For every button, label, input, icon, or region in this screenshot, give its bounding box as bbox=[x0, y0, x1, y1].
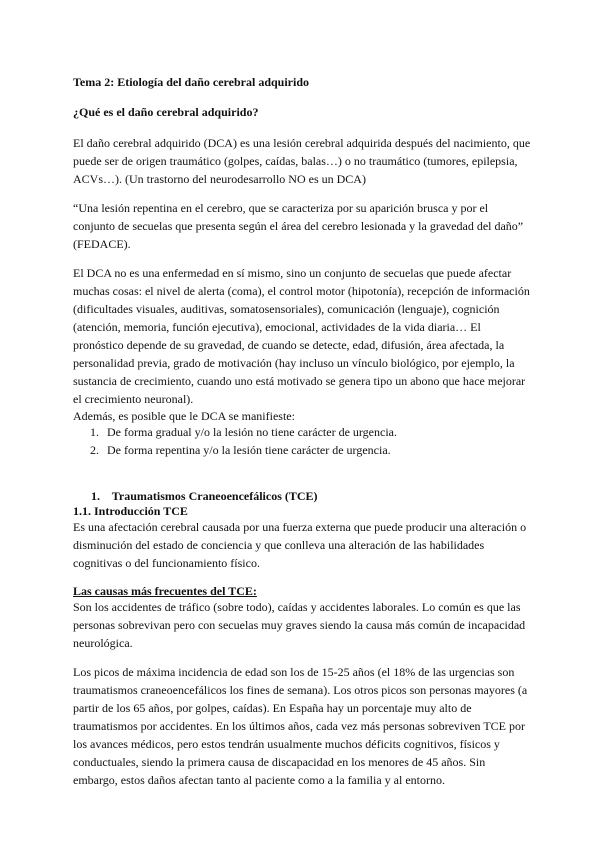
section-number: 1. bbox=[91, 489, 100, 503]
causes-heading: Las causas más frecuentes del TCE: bbox=[73, 584, 257, 598]
section-title: Traumatismos Craneoencefálicos (TCE) bbox=[111, 489, 318, 503]
manifestation-list bbox=[90, 423, 530, 459]
paragraph-tce-definition: Es una afectación cerebral causada por una fuerza externa que puede producir una alteración o disminución del estado de conciencia y que conlleva una alteración de las habilidades cognitivas o del funcionamiento físico. bbox=[73, 520, 527, 570]
list-item bbox=[90, 441, 530, 459]
paragraph-quote: “Una lesión repentina en el cerebro, que se caracteriza por su aparición brusca y por el conjunto de secuelas que presenta según el área del cerebro lesionada y la gravedad del daño” (FEDACE). bbox=[73, 201, 524, 251]
list-item-number: 2. bbox=[90, 443, 99, 457]
subsection-heading-intro: 1.1. Introducción TCE bbox=[73, 504, 188, 518]
paragraph-manifestation-intro: Además, es posible que le DCA se manifieste: bbox=[73, 409, 295, 423]
paragraph-causes: Son los accidentes de tráfico (sobre todo), caídas y accidentes laborales. Lo común es que las personas sobrevivan pero con secuelas muy graves siendo la causa más común de incapacidad neurológica. bbox=[73, 600, 526, 650]
list-item bbox=[90, 423, 530, 441]
section-question-heading: ¿Qué es el daño cerebral adquirido? bbox=[73, 105, 259, 119]
paragraph-incidence: Los picos de máxima incidencia de edad son los de 15-25 años (el 18% de las urgencias son traumatismos craneoencefálicos los fines de semana). Los otros picos son personas mayores (a partir de los 65 años, por golpes, caídas). En España hay un porcentaje muy alto de traumatismos por accidentes. En los últimos años, cada vez más personas sobreviven TCE por los avances médicos, pero estos tendrán usualmente muchos déficits cognitivos, físicos y conductuales, siendo la primera causa de discapacidad en los menores de 45 años. Sin embargo, estos daños afectan tanto al paciente como a la familia y al entorno. bbox=[73, 665, 528, 787]
list-item-text: De forma gradual y/o la lesión no tiene carácter de urgencia. bbox=[107, 425, 397, 439]
list-item-text: De forma repentina y/o la lesión tiene carácter de urgencia. bbox=[107, 443, 391, 457]
paragraph-secuelas: El DCA no es una enfermedad en sí mismo, sino un conjunto de secuelas que puede afectar muchas cosas: el nivel de alerta (coma), el control motor (hipotonía), recepción de información (dificultades visuales, auditivas, somatosensoriales), comunicación (lenguaje), cognición (atención, memoria, función ejecutiva), emocional, actividades de la vida diaria… El pronóstico depende de su gravedad, de cuando se detecte, edad, difusión, área afectada, la personalidad previa, grado de motivación (hay incluso un vínculo biológico, por ejemplo, la sustancia de crecimiento, cuando uno está motivado se genera tipo un abono que hace mejorar el crecimiento neuronal). bbox=[73, 266, 530, 406]
document-title: Tema 2: Etiología del daño cerebral adquirido bbox=[73, 75, 310, 89]
list-item-number: 1. bbox=[90, 425, 99, 439]
paragraph-definition: El daño cerebral adquirido (DCA) es una lesión cerebral adquirida después del nacimiento, que puede ser de origen traumático (golpes, caídas, balas…) o no traumático (tumores, epilepsia, ACVs…). (Un trastorno del neurodesarrollo NO es un DCA) bbox=[73, 136, 531, 186]
